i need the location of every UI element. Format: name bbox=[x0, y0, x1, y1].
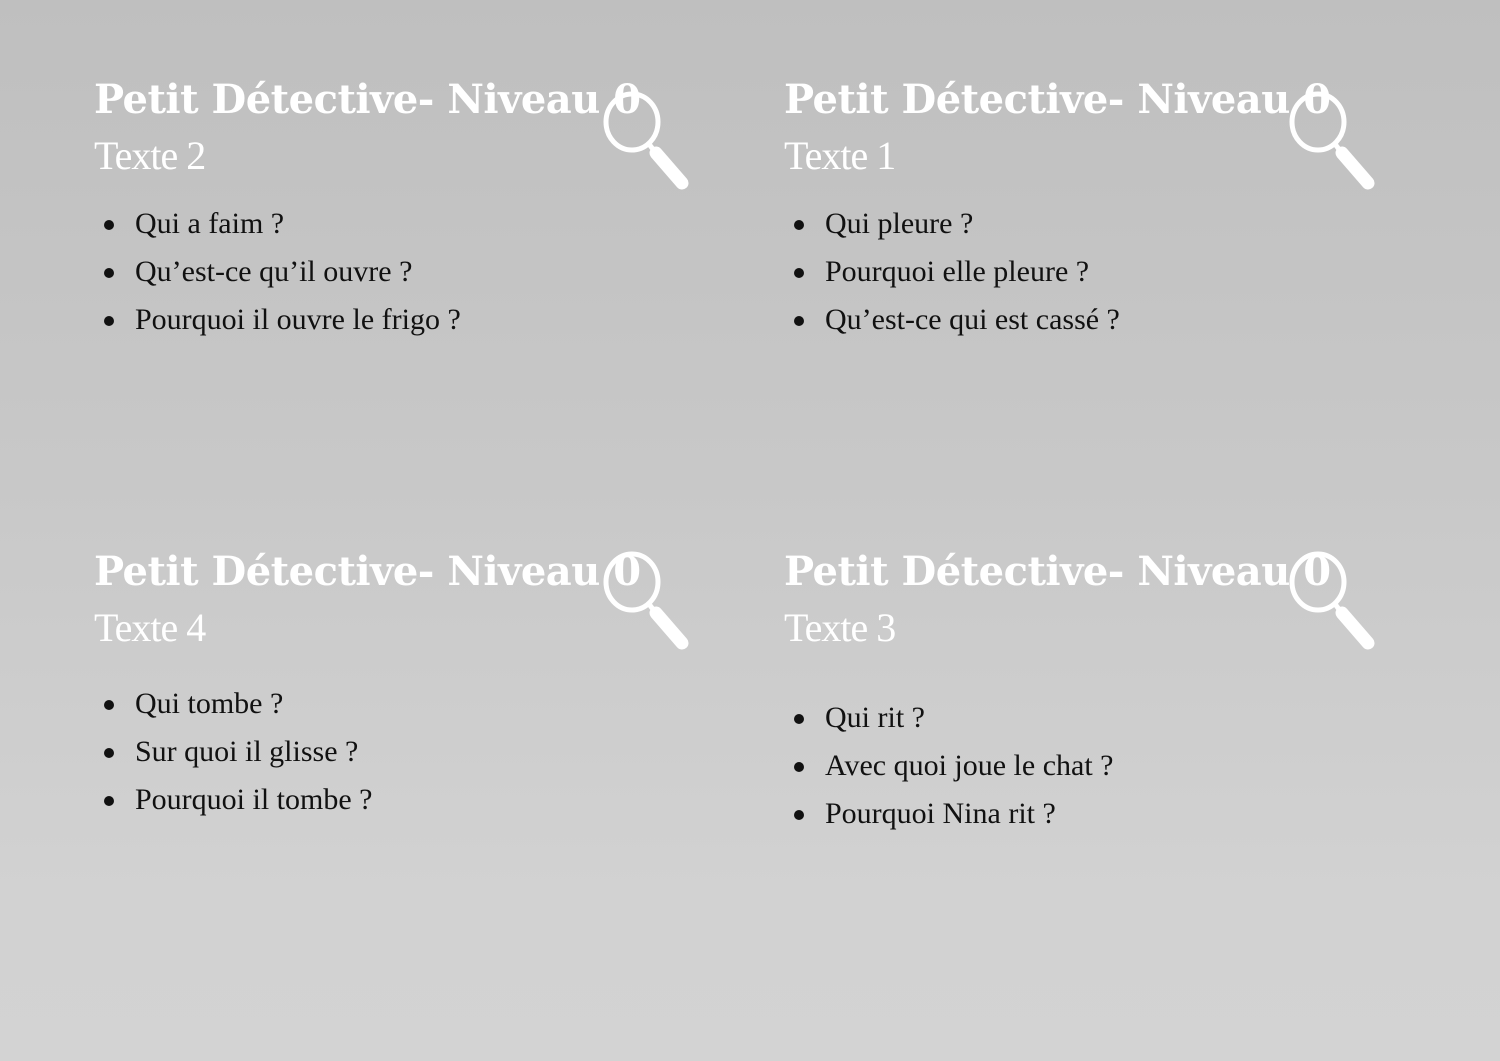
bullet-icon bbox=[794, 762, 804, 772]
bullet-icon bbox=[104, 796, 114, 806]
list-item: Sur quoi il glisse ? bbox=[104, 728, 372, 776]
bullet-icon bbox=[794, 220, 804, 230]
card-title: Petit Détective- Niveau 0 bbox=[784, 548, 1331, 595]
bullet-icon bbox=[794, 268, 804, 278]
list-item: Qu’est-ce qu’il ouvre ? bbox=[104, 248, 461, 296]
bullet-icon bbox=[794, 714, 804, 724]
list-item: Pourquoi il tombe ? bbox=[104, 776, 372, 824]
list-item: Qui a faim ? bbox=[104, 200, 461, 248]
magnifying-glass-icon bbox=[602, 90, 692, 190]
card-title: Petit Détective- Niveau 0 bbox=[94, 76, 641, 123]
question-list bbox=[104, 680, 372, 824]
card-subtitle: Texte 3 bbox=[784, 605, 896, 650]
bullet-icon bbox=[104, 268, 114, 278]
list-item: Pourquoi Nina rit ? bbox=[794, 790, 1114, 838]
question-list bbox=[794, 694, 1114, 838]
magnifying-glass-icon bbox=[602, 550, 692, 650]
list-item: Pourquoi elle pleure ? bbox=[794, 248, 1120, 296]
card-title: Petit Détective- Niveau 0 bbox=[784, 76, 1331, 123]
card-subtitle: Texte 1 bbox=[784, 133, 896, 178]
bullet-icon bbox=[794, 316, 804, 326]
magnifying-glass-icon bbox=[1288, 90, 1378, 190]
card-subtitle: Texte 4 bbox=[94, 605, 206, 650]
list-item: Qui tombe ? bbox=[104, 680, 372, 728]
bullet-icon bbox=[104, 316, 114, 326]
card-title: Petit Détective- Niveau 0 bbox=[94, 548, 641, 595]
bullet-icon bbox=[104, 748, 114, 758]
list-item: Pourquoi il ouvre le frigo ? bbox=[104, 296, 461, 344]
magnifying-glass-icon bbox=[1288, 550, 1378, 650]
list-item: Qu’est-ce qui est cassé ? bbox=[794, 296, 1120, 344]
list-item: Qui pleure ? bbox=[794, 200, 1120, 248]
list-item: Qui rit ? bbox=[794, 694, 1114, 742]
question-list bbox=[104, 200, 461, 344]
bullet-icon bbox=[104, 220, 114, 230]
bullet-icon bbox=[104, 700, 114, 710]
card-subtitle: Texte 2 bbox=[94, 133, 206, 178]
question-list bbox=[794, 200, 1120, 344]
list-item: Avec quoi joue le chat ? bbox=[794, 742, 1114, 790]
bullet-icon bbox=[794, 810, 804, 820]
